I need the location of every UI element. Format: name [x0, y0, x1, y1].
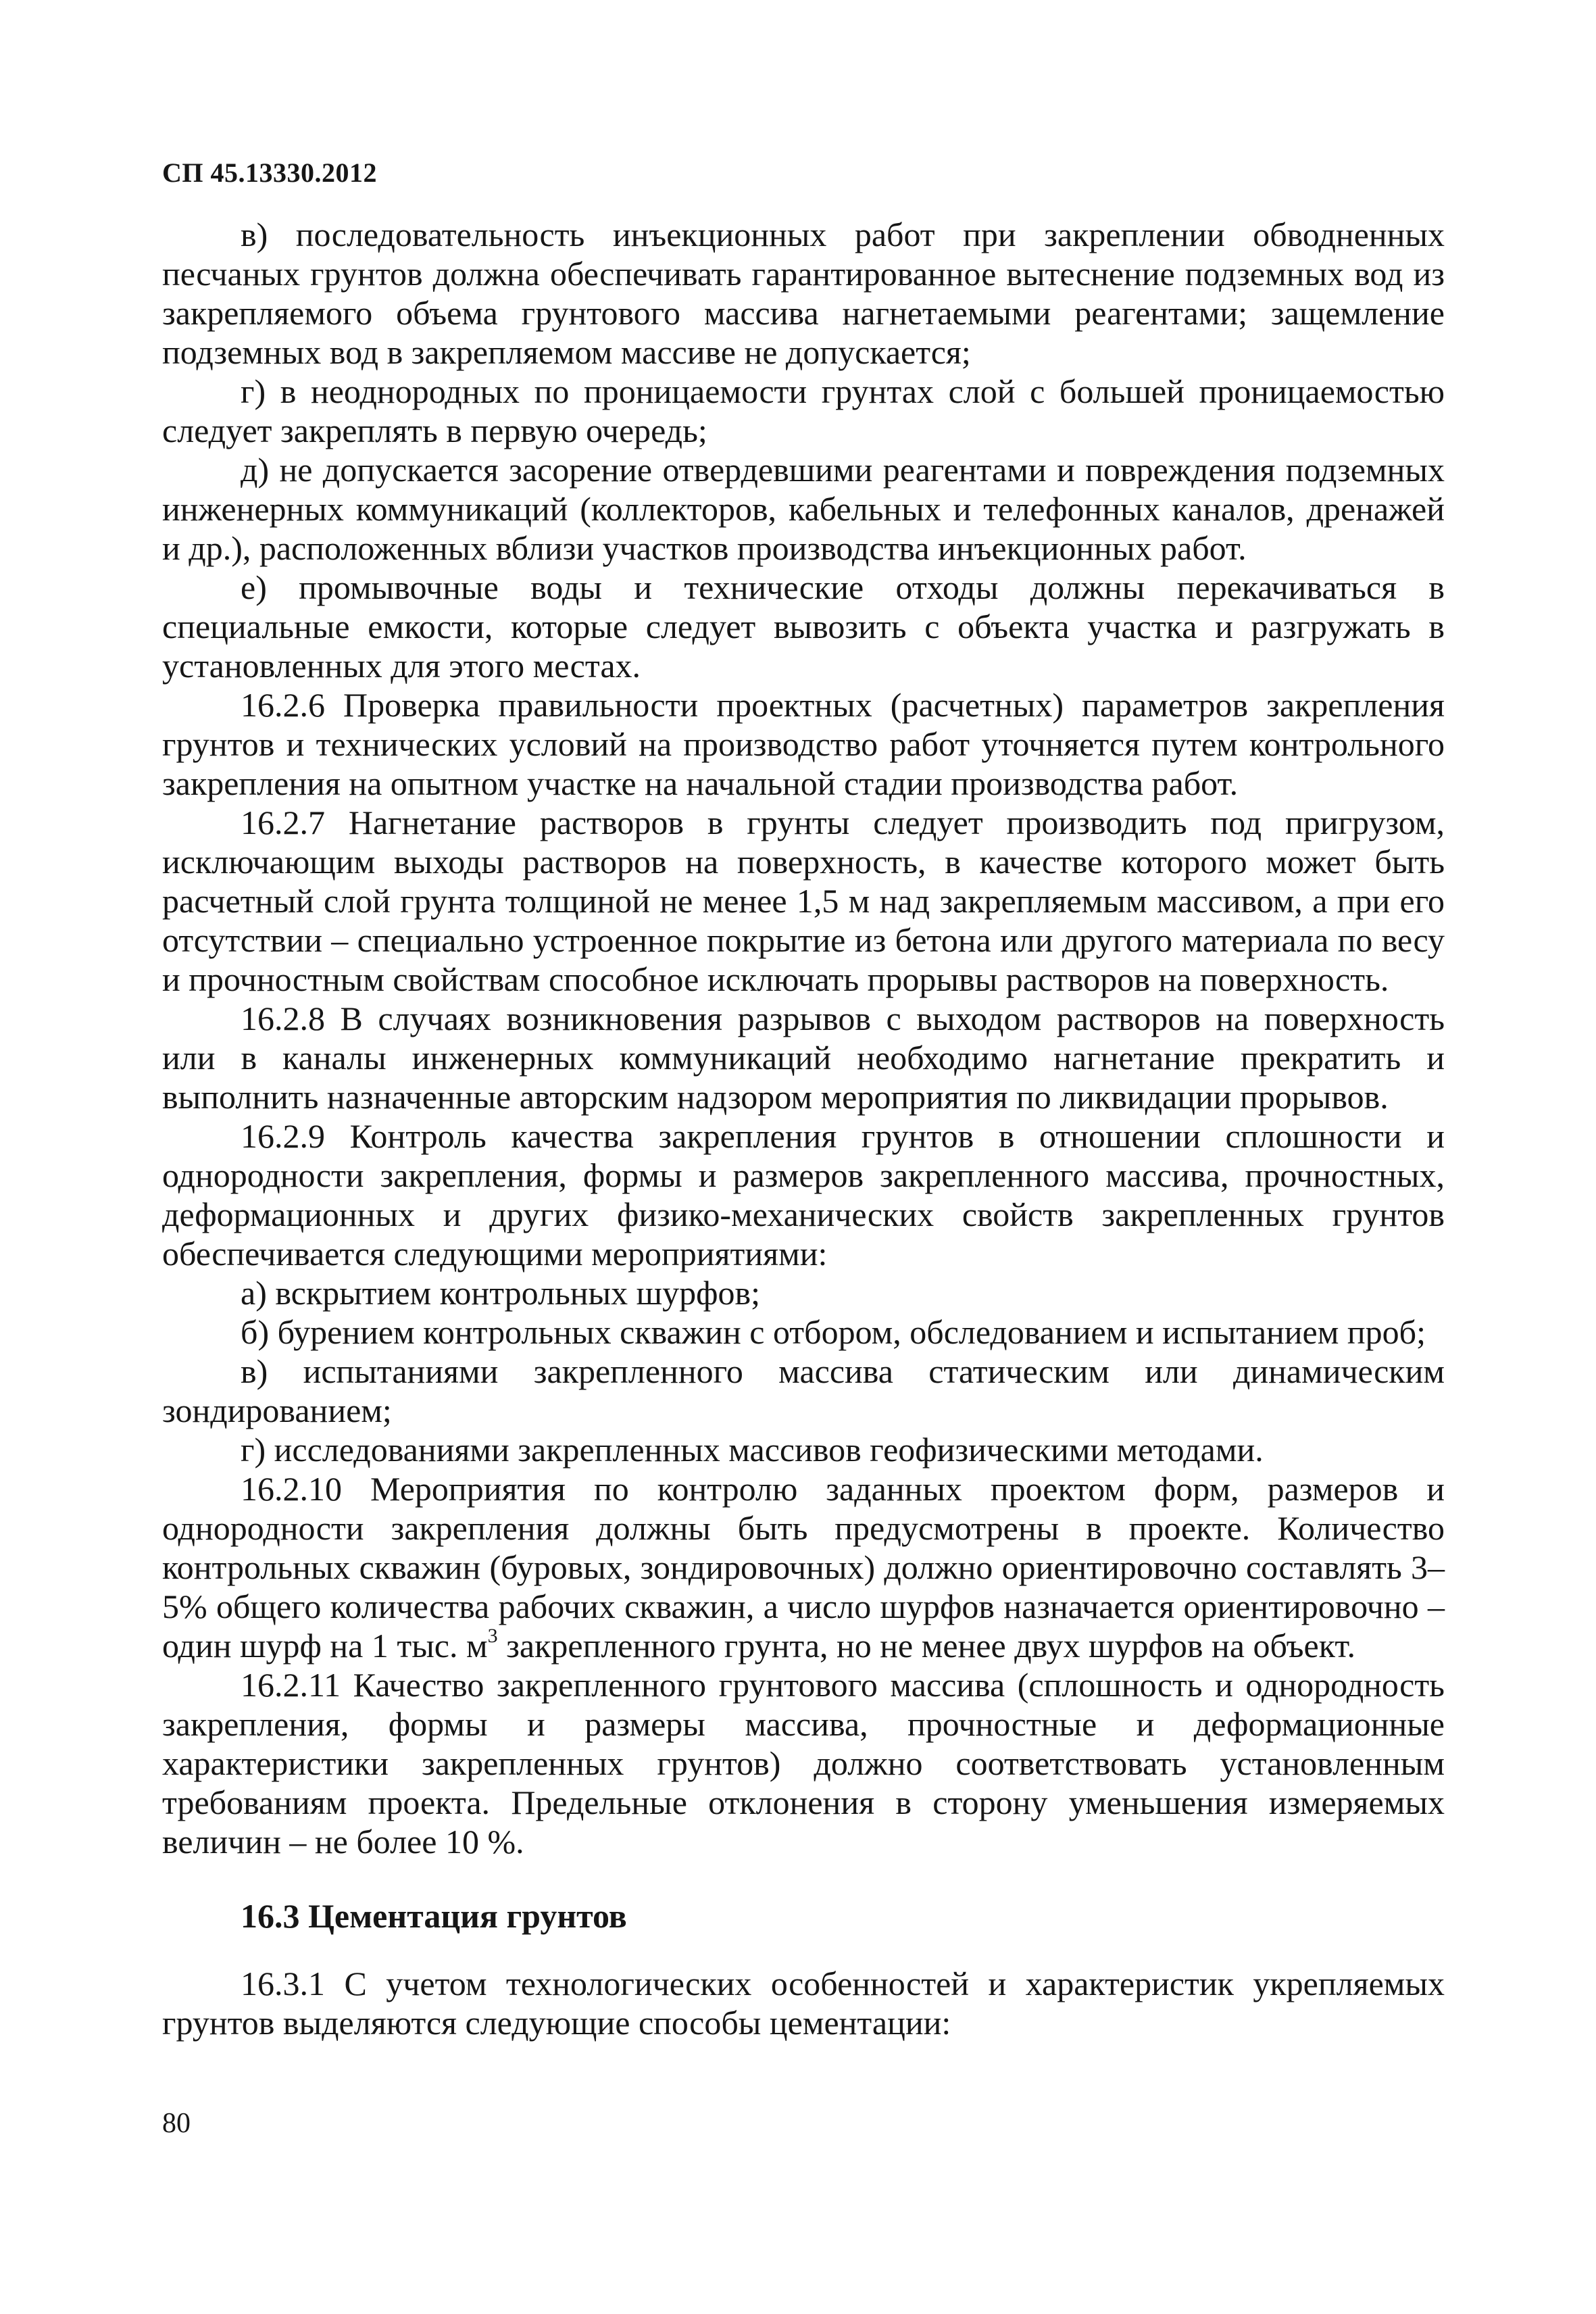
document-body [162, 215, 1445, 2042]
paragraph-16-2-11: 16.2.11 Качество закрепленного грунтового массива (сплошность и однородность закрепления, формы и размеры массива, прочностные и деформационные характеристики закрепленных грунтов) должно соответствовать установленным требованиям проекта. Предельные отклонения в сторону уменьшения измеряемых величин – не более 10 %. [162, 1666, 1445, 1861]
paragraph-16-2-6: 16.2.6 Проверка правильности проектных (расчетных) параметров закрепления грунтов и технических условий на производство работ уточняется путем контрольного закрепления на опытном участке на начальной стадии производства работ. [162, 686, 1445, 802]
paragraph-16-2-9-g: г) исследованиями закрепленных массивов геофизическими методами. [241, 1431, 1264, 1469]
paragraph-16-2-10-text: 16.2.10 Мероприятия по контролю заданных проектом форм, размеров и однородности закрепления должны быть предусмотрены в проекте. Количество контрольных скважин (буровых, зондировочных) должно ориентировочно составлять 3–5% общего количества рабочих скважин, а число шурфов назначается ориентировочно – один шурф на 1 тыс. м [162, 1470, 1445, 1665]
paragraph-16-2-9-a: а) вскрытием контрольных шурфов; [241, 1274, 760, 1312]
paragraph-16-2-9: 16.2.9 Контроль качества закрепления грунтов в отношении сплошности и однородности закрепления, формы и размеров закрепленного массива, прочностных, деформационных и других физико-механических свойств закрепленных грунтов обеспечивается следующими мероприятиями: [162, 1117, 1445, 1273]
paragraph-item-g: г) в неоднородных по проницаемости грунтах слой с большей проницаемостью следует закреплять в первую очередь; [162, 372, 1445, 449]
paragraph-item-d: д) не допускается засорение отвердевшими реагентами и повреждения подземных инженерных коммуникаций (коллекторов, кабельных и телефонных каналов, дренажей и др.), расположенных вблизи участков производства инъекционных работ. [162, 451, 1445, 567]
paragraph-16-2-7: 16.2.7 Нагнетание растворов в грунты следует производить под пригрузом, исключающим выходы растворов на поверхность, в качестве которого может быть расчетный слой грунта толщиной не менее 1,5 м над закрепляемым массивом, а при его отсутствии – специально устроенное покрытие из бетона или другого материала по весу и прочностным свойствам способное исключать прорывы растворов на поверхность. [162, 804, 1445, 998]
page-number: 80 [162, 2108, 191, 2139]
paragraph-item-e: е) промывочные воды и технические отходы должны перекачиваться в специальные емкости, которые следует вывозить с объекта участка и разгружать в установленных для этого местах. [162, 568, 1445, 685]
paragraph-16-2-8: 16.2.8 В случаях возникновения разрывов с выходом растворов на поверхность или в каналы инженерных коммуникаций необходимо нагнетание прекратить и выполнить назначенные авторским надзором мероприятия по ликвидации прорывов. [162, 1000, 1445, 1116]
paragraph-16-2-9-v: в) испытаниями закрепленного массива статическим или динамическим зондированием; [162, 1352, 1445, 1429]
paragraph-item-v: в) последовательность инъекционных работ при закреплении обводненных песчаных грунтов должна обеспечивать гарантированное вытеснение подземных вод из закрепляемого объема грунтового массива нагнетаемыми реагентами; защемление подземных вод в закрепляемом массиве не допускается; [162, 216, 1445, 371]
superscript-cubic: 3 [487, 1625, 498, 1647]
paragraph-16-2-9-b: б) бурением контрольных скважин с отбором, обследованием и испытанием проб; [241, 1313, 1426, 1351]
paragraph-16-3-1: 16.3.1 С учетом технологических особенностей и характеристик укрепляемых грунтов выделяются следующие способы цементации: [162, 1965, 1445, 2042]
section-heading-16-3: 16.3 Цементация грунтов [241, 1897, 627, 1935]
paragraph-16-2-10 [162, 1469, 1445, 1665]
document-code-header: СП 45.13330.2012 [162, 157, 377, 188]
paragraph-16-2-10-text-end: закрепленного грунта, но не менее двух шурфов на объект. [497, 1627, 1355, 1665]
